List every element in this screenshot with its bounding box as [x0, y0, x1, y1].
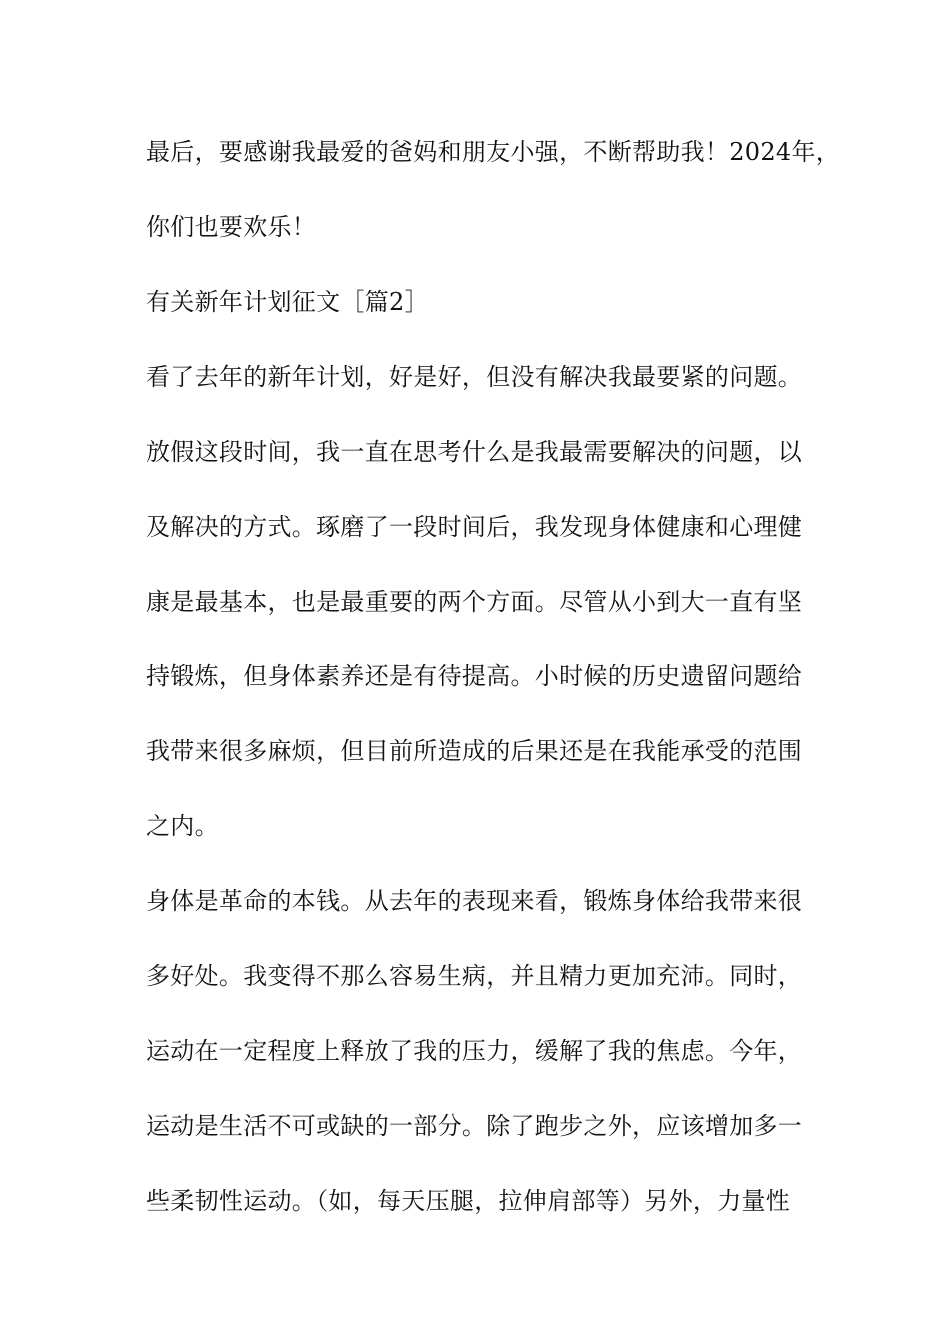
text-line: 之内。	[146, 812, 219, 840]
text-line: 你们也要欢乐！	[146, 213, 317, 241]
text-line: 及解决的方式。琢磨了一段时间后，我发现身体健康和心理健	[146, 513, 803, 541]
text-line: 放假这段时间，我一直在思考什么是我最需要解决的问题，以	[146, 438, 803, 466]
text-line: 运动是生活不可或缺的一部分。除了跑步之外，应该增加多一	[146, 1112, 803, 1140]
text-line: 持锻炼，但身体素养还是有待提高。小时候的历史遗留问题给	[146, 662, 803, 690]
text-line: 运动在一定程度上释放了我的压力，缓解了我的焦虑。今年，	[146, 1037, 803, 1065]
text-line: 多好处。我变得不那么容易生病，并且精力更加充沛。同时，	[146, 962, 803, 990]
section-heading: 有关新年计划征文［篇2］	[146, 288, 429, 316]
text-line: 身体是革命的本钱。从去年的表现来看，锻炼身体给我带来很	[146, 887, 803, 915]
text-line: 康是最基本，也是最重要的两个方面。尽管从小到大一直有坚	[146, 588, 803, 616]
text-line: 我带来很多麻烦，但目前所造成的后果还是在我能承受的范围	[146, 737, 803, 765]
text-line: 看了去年的新年计划，好是好，但没有解决我最要紧的问题。	[146, 363, 803, 391]
text-line: 最后，要感谢我最爱的爸妈和朋友小强，不断帮助我！2024年，	[146, 138, 841, 166]
text-line: 些柔韧性运动。（如，每天压腿，拉伸肩部等）另外，力量性	[146, 1187, 791, 1215]
